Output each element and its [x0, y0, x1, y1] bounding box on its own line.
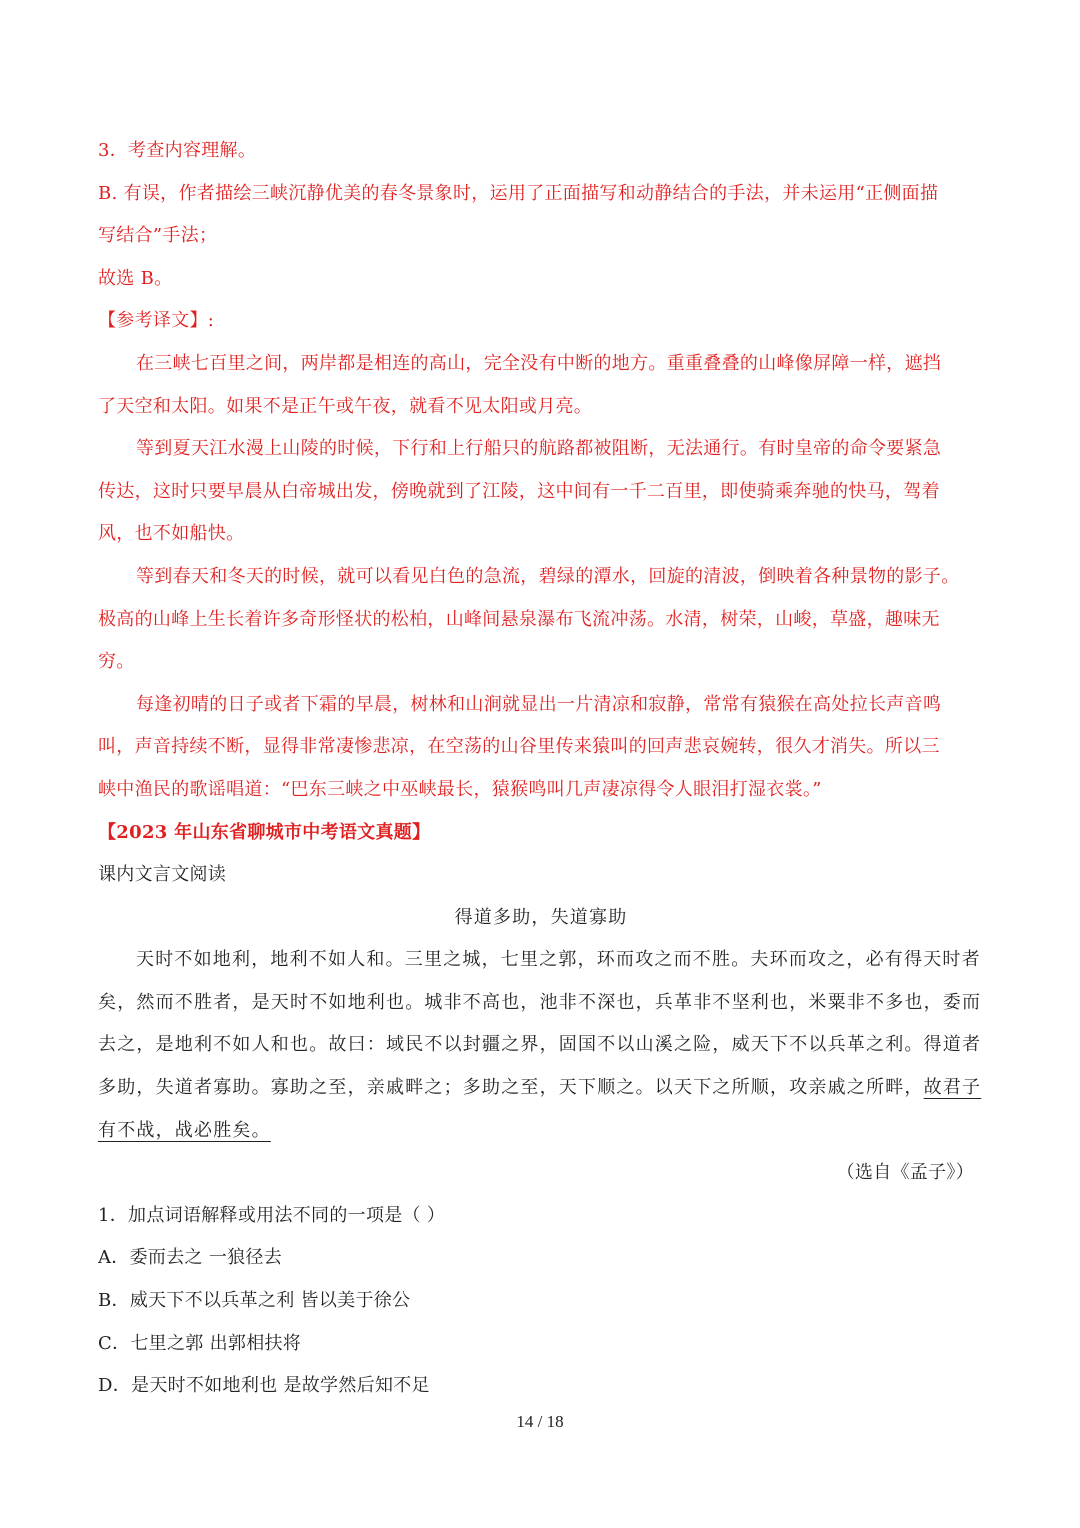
translation-line: 风，也不如船快。: [98, 523, 245, 545]
translation-heading: 【参考译文】:: [98, 310, 215, 332]
passage-line: [98, 1110, 984, 1153]
passage-line: 矣，然而不胜者，是天时不如地利也。城非不高也，池非不深也，兵革非不坚利也，米粟非不多也，委而: [98, 991, 982, 1013]
question-1-option-a: A．委而去之 一狼径去: [98, 1247, 283, 1269]
translation-line: 叫，声音持续不断，显得非常凄惨悲凉，在空荡的山谷里传来猿叫的回声悲哀婉转，很久才消失。所以三: [98, 736, 940, 758]
passage-line: [98, 1067, 984, 1110]
question-1-option-b: B．威天下不以兵革之利 皆以美于徐公: [98, 1290, 411, 1312]
translation-line: 每逢初晴的日子或者下霜的早晨，树林和山涧就显出一片清凉和寂静，常常有猿猴在高处拉长声音鸣: [136, 693, 942, 715]
translation-line: 峡中渔民的歌谣唱道：“巴东三峡之中巫峡最长，猿猴鸣叫几声凄凉得令人眼泪打湿衣裳。”: [98, 778, 822, 800]
translation-line: 等到春天和冬天的时候，就可以看见白色的急流，碧绿的潭水，回旋的清波，倒映着各种景物的影子。: [136, 565, 960, 587]
section-label: 课内文言文阅读: [98, 864, 227, 886]
q3-explanation-line-1: B. 有误，作者描绘三峡沉静优美的春冬景象时，运用了正面描写和动静结合的手法，并未运用“正侧面描: [98, 182, 939, 204]
translation-line: 传达，这时只要早晨从白帝城出发，傍晚就到了江陵，这中间有一千二百里，即使骑乘奔驰的快马，驾着: [98, 480, 940, 502]
question-1-option-d: D．是天时不如地利也 是故学然后知不足: [98, 1375, 430, 1397]
translation-line: 了天空和太阳。如果不是正午或午夜，就看不见太阳或月亮。: [98, 395, 593, 417]
question-1-stem: 1．加点词语解释或用法不同的一项是（ ）: [98, 1204, 446, 1226]
translation-line: 等到夏天江水漫上山陵的时候，下行和上行船只的航路都被阻断，无法通行。有时皇帝的命令要紧急: [136, 438, 942, 460]
underlined-sentence-end: 有不战，战必胜矣。: [98, 1119, 271, 1141]
passage-line: 天时不如地利，地利不如人和。三里之城，七里之郭，环而攻之而不胜。夫环而攻之，必有得天时者: [136, 949, 981, 971]
document-page: [98, 130, 984, 1408]
translation-line: 极高的山峰上生长着许多奇形怪状的松柏，山峰间悬泉瀑布飞流冲荡。水清，树荣，山峻，草盛，趣味无: [98, 608, 940, 630]
q3-explanation-line-2: 写结合”手法；: [98, 225, 218, 247]
passage-line: 去之，是地利不如人和也。故曰：域民不以封疆之界，固国不以山溪之险，威天下不以兵革之利。得道者: [98, 1034, 982, 1056]
passage-title: 得道多助，失道寡助: [454, 906, 628, 928]
question-1-option-c: C．七里之郭 出郭相扶将: [98, 1332, 302, 1354]
underlined-sentence-start: 故君子: [923, 1077, 982, 1099]
exam-heading: 【2023 年山东省聊城市中考语文真题】: [98, 821, 431, 843]
passage-source: （选自《孟子》）: [836, 1162, 974, 1184]
translation-line: 在三峡七百里之间，两岸都是相连的高山，完全没有中断的地方。重重叠叠的山峰像屏障一样，遮挡: [136, 352, 942, 374]
passage-line-text: 多助，失道者寡助。寡助之至，亲戚畔之；多助之至，天下顺之。以天下之所顺，攻亲戚之所畔，: [98, 1077, 924, 1099]
translation-line: 穷。: [98, 651, 135, 673]
page-number: 14 / 18: [516, 1412, 564, 1431]
q3-heading: 3．考查内容理解。: [98, 140, 257, 161]
q3-answer: 故选 B。: [98, 267, 173, 289]
